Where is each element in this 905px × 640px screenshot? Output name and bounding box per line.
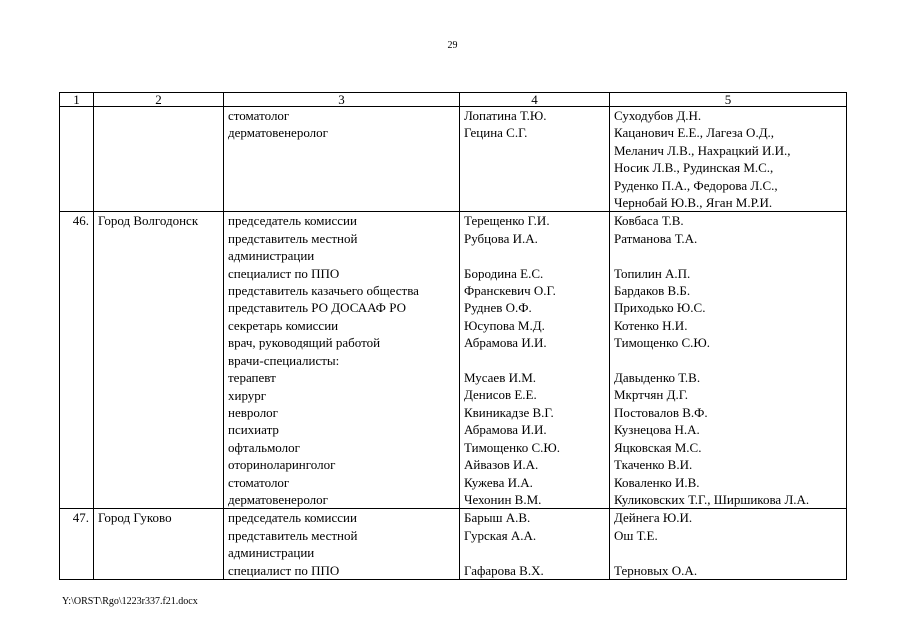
- role-line: офтальмолог: [228, 439, 300, 455]
- reserve-line: Терновых О.А.: [614, 562, 698, 578]
- role-line: администрации: [228, 248, 315, 264]
- header-cell: 4: [460, 93, 610, 107]
- commission-table: [59, 92, 847, 580]
- footer-file-path: Y:\ORST\Rgo\1223r337.f21.docx: [62, 596, 198, 607]
- role-line: стоматолог: [228, 474, 290, 490]
- reserve-line: [614, 544, 842, 561]
- reserve-line: Руденко П.А., Федорова Л.С.,: [614, 177, 778, 193]
- role-line: специалист по ППО: [228, 562, 340, 578]
- reserve-line: Ош Т.Е.: [614, 527, 658, 543]
- member-line: Абрамова И.И.: [464, 335, 547, 351]
- member-line: Квиникадзе В.Г.: [464, 404, 554, 420]
- role-line: хирург: [228, 387, 267, 403]
- reserve-line: Давыденко Т.В.: [614, 370, 701, 386]
- reserve-line: Постовалов В.Ф.: [614, 404, 708, 420]
- role-line: представитель РО ДОСААФ РО: [228, 300, 406, 316]
- member-line: Гафарова В.Х.: [464, 562, 544, 578]
- reserve-line: Мкртчян Д.Г.: [614, 387, 689, 403]
- header-cell: 3: [224, 93, 460, 107]
- member-line: Руднев О.Ф.: [464, 300, 532, 316]
- role-line: [228, 142, 455, 159]
- page-number: 29: [447, 40, 458, 51]
- member-cell: [460, 212, 610, 509]
- member-line: [464, 544, 605, 561]
- role-line: [228, 159, 455, 176]
- role-line: стоматолог: [228, 108, 290, 123]
- role-line: секретарь комиссии: [228, 317, 339, 333]
- table-row: [60, 509, 847, 580]
- reserve-line: Коваленко И.В.: [614, 474, 700, 490]
- member-line: Гецина С.Г.: [464, 125, 528, 141]
- role-line: [228, 177, 455, 194]
- member-line: Лопатина Т.Ю.: [464, 108, 547, 123]
- role-line: [228, 194, 455, 211]
- reserve-line: Бардаков В.Б.: [614, 283, 691, 299]
- member-line: Гурская А.А.: [464, 527, 537, 543]
- role-line: дерматовенеролог: [228, 125, 328, 141]
- reserve-line: Куликовских Т.Г., Ширшикова Л.А.: [614, 491, 810, 507]
- role-line: специалист по ППО: [228, 265, 340, 281]
- role-line: председатель комиссии: [228, 213, 357, 229]
- member-cell: [460, 509, 610, 580]
- reserve-line: Приходько Ю.С.: [614, 300, 706, 316]
- role-cell: [224, 509, 460, 580]
- reserve-line: Кацанович Е.Е., Лагеза О.Д.,: [614, 125, 775, 141]
- member-cell: [460, 107, 610, 212]
- role-line: представитель казачьего общества: [228, 283, 419, 299]
- table-row: [60, 212, 847, 509]
- role-line: психиатр: [228, 422, 279, 438]
- role-line: дерматовенеролог: [228, 491, 328, 507]
- row-number-cell: [60, 107, 94, 212]
- member-line: Франскевич О.Г.: [464, 283, 556, 299]
- reserve-line: Ковбаса Т.В.: [614, 213, 684, 229]
- reserve-cell: [610, 212, 847, 509]
- header-cell: 1: [60, 93, 94, 107]
- member-line: Юсупова М.Д.: [464, 317, 545, 333]
- reserve-line: Котенко Н.И.: [614, 317, 688, 333]
- role-cell: [224, 212, 460, 509]
- reserve-line: Ратманова Т.А.: [614, 230, 698, 246]
- city-cell: Город Гуково: [94, 509, 224, 580]
- reserve-line: Суходубов Д.Н.: [614, 108, 702, 123]
- header-cell: 2: [94, 93, 224, 107]
- reserve-line: Топилин А.П.: [614, 265, 691, 281]
- role-line: терапевт: [228, 370, 276, 386]
- member-line: [464, 142, 605, 159]
- header-row: [60, 93, 847, 107]
- reserve-line: Меланич Л.В., Нахрацкий И.И.,: [614, 142, 791, 158]
- role-line: врачи-специалисты:: [228, 352, 340, 368]
- member-line: Барыш А.В.: [464, 510, 531, 526]
- member-line: [464, 247, 605, 264]
- role-cell: [224, 107, 460, 212]
- role-line: представитель местной: [228, 230, 358, 246]
- member-line: Рубцова И.А.: [464, 230, 538, 246]
- member-line: Чехонин В.М.: [464, 491, 542, 507]
- row-number-cell: 47.: [60, 509, 94, 580]
- reserve-line: Тимощенко С.Ю.: [614, 335, 710, 351]
- reserve-line: Кузнецова Н.А.: [614, 422, 700, 438]
- reserve-line: Носик Л.В., Рудинская М.С.,: [614, 160, 774, 176]
- member-line: [464, 159, 605, 176]
- member-line: [464, 194, 605, 211]
- reserve-cell: [610, 107, 847, 212]
- city-cell: Город Волгодонск: [94, 212, 224, 509]
- role-line: невролог: [228, 404, 279, 420]
- header-cell: 5: [610, 93, 847, 107]
- member-line: Мусаев И.М.: [464, 370, 537, 386]
- role-line: администрации: [228, 545, 315, 561]
- role-line: оториноларинголог: [228, 457, 336, 473]
- member-line: Абрамова И.И.: [464, 422, 547, 438]
- role-line: председатель комиссии: [228, 510, 357, 526]
- reserve-line: Яцковская М.С.: [614, 439, 702, 455]
- table-row: [60, 107, 847, 212]
- reserve-line: [614, 352, 842, 369]
- reserve-cell: [610, 509, 847, 580]
- city-cell: [94, 107, 224, 212]
- member-line: Тимощенко С.Ю.: [464, 439, 560, 455]
- member-line: Айвазов И.А.: [464, 457, 539, 473]
- member-line: Кужева И.А.: [464, 474, 533, 490]
- reserve-line: Чернобай Ю.В., Яган М.Р.И.: [614, 195, 773, 211]
- reserve-line: Ткаченко В.И.: [614, 457, 693, 473]
- member-line: [464, 352, 605, 369]
- role-line: представитель местной: [228, 527, 358, 543]
- row-number-cell: 46.: [60, 212, 94, 509]
- reserve-line: Дейнега Ю.И.: [614, 510, 693, 526]
- member-line: [464, 177, 605, 194]
- member-line: Денисов Е.Е.: [464, 387, 537, 403]
- role-line: врач, руководящий работой: [228, 335, 381, 351]
- reserve-line: [614, 247, 842, 264]
- member-line: Бородина Е.С.: [464, 265, 544, 281]
- member-line: Терещенко Г.И.: [464, 213, 550, 229]
